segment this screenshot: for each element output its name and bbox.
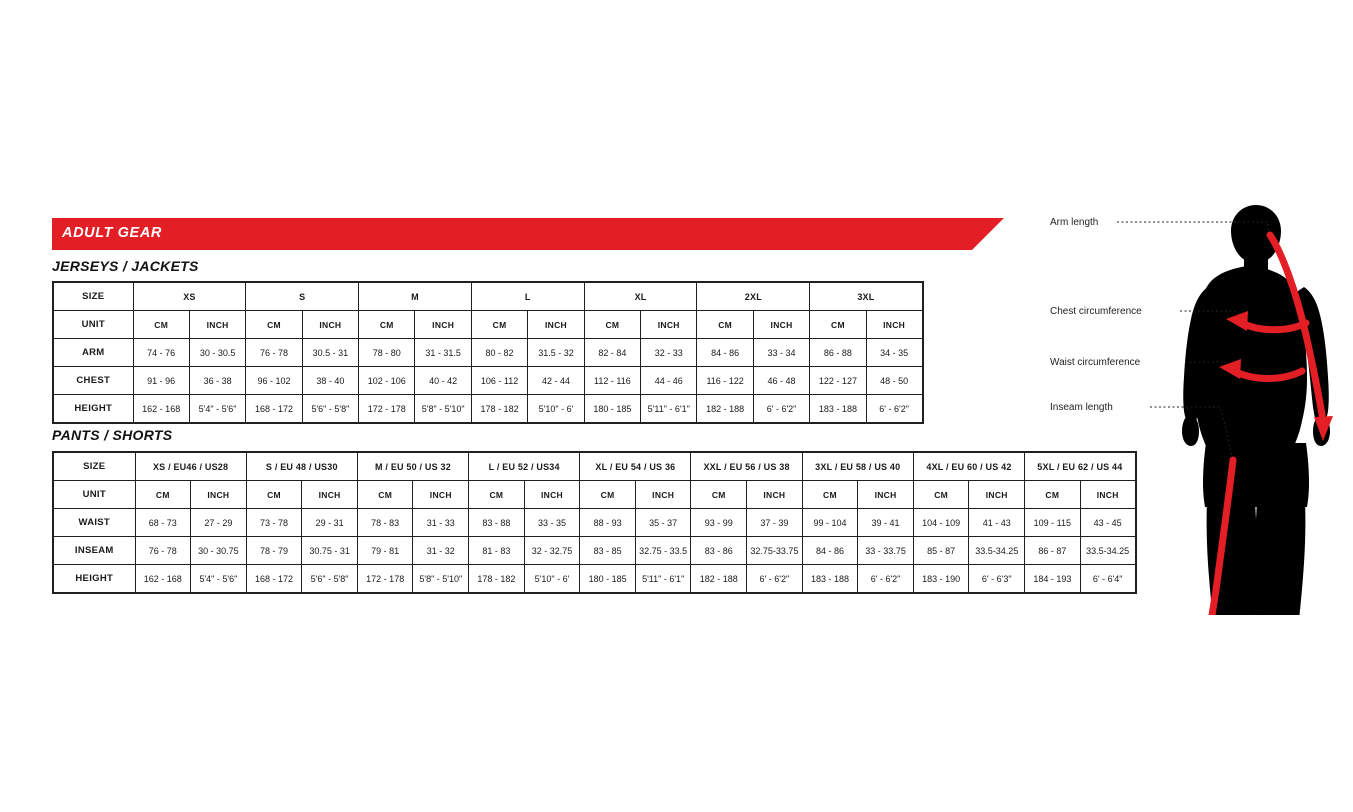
- banner-shape: [52, 218, 1004, 250]
- cell: 46 - 48: [753, 367, 809, 395]
- cell: 30.5 - 31: [302, 339, 358, 367]
- cell: 31 - 31.5: [415, 339, 471, 367]
- cell: 96 - 102: [246, 367, 302, 395]
- cell-unit-inch: INCH: [747, 481, 803, 509]
- row-label-waist: WAIST: [53, 509, 135, 537]
- cell: 40 - 42: [415, 367, 471, 395]
- callout-label-inseam-length: Inseam length: [1050, 402, 1113, 413]
- cell: 76 - 78: [135, 537, 191, 565]
- cell-unit-inch: INCH: [635, 481, 691, 509]
- cell: 5'6" - 5'8": [302, 395, 358, 424]
- cell: 32.75-33.75: [747, 537, 803, 565]
- cell: 48 - 50: [866, 367, 922, 395]
- cell: 182 - 188: [691, 565, 747, 594]
- cell-unit-inch: INCH: [413, 481, 469, 509]
- cell-unit-inch: INCH: [858, 481, 914, 509]
- cell: 112 - 116: [584, 367, 640, 395]
- cell: 183 - 188: [802, 565, 858, 594]
- table-row-unit: [53, 311, 923, 339]
- cell-unit-cm: CM: [357, 481, 413, 509]
- cell: 109 - 115: [1025, 509, 1081, 537]
- cell: 34 - 35: [866, 339, 922, 367]
- cell: 86 - 88: [810, 339, 866, 367]
- cell: 122 - 127: [810, 367, 866, 395]
- cell: 172 - 178: [359, 395, 415, 424]
- cell-size-xl: XL: [584, 282, 697, 311]
- cell: 68 - 73: [135, 509, 191, 537]
- pants-shorts-table: [52, 451, 1137, 594]
- cell: 5'6" - 5'8": [302, 565, 358, 594]
- cell-unit-cm: CM: [697, 311, 753, 339]
- cell: 29 - 31: [302, 509, 358, 537]
- row-label-height: HEIGHT: [53, 395, 133, 424]
- row-label-chest: CHEST: [53, 367, 133, 395]
- cell: 168 - 172: [246, 395, 302, 424]
- cell: 78 - 83: [357, 509, 413, 537]
- cell: 30 - 30.5: [189, 339, 245, 367]
- cell: 76 - 78: [246, 339, 302, 367]
- cell-size-3xl: 3XL / EU 58 / US 40: [802, 452, 913, 481]
- cell: 33 - 35: [524, 509, 580, 537]
- cell: 33.5-34.25: [1080, 537, 1136, 565]
- cell: 84 - 86: [802, 537, 858, 565]
- cell-size-xs: XS: [133, 282, 246, 311]
- cell: 32 - 33: [641, 339, 697, 367]
- cell: 31 - 32: [413, 537, 469, 565]
- cell: 178 - 182: [471, 395, 527, 424]
- cell: 162 - 168: [133, 395, 189, 424]
- cell: 6' - 6'2": [858, 565, 914, 594]
- cell: 85 - 87: [913, 537, 969, 565]
- cell: 27 - 29: [191, 509, 247, 537]
- cell: 32 - 32.75: [524, 537, 580, 565]
- cell-unit-inch: INCH: [302, 481, 358, 509]
- cell-unit-cm: CM: [135, 481, 191, 509]
- cell: 5'4" - 5'6": [189, 395, 245, 424]
- cell: 43 - 45: [1080, 509, 1136, 537]
- cell-unit-inch: INCH: [641, 311, 697, 339]
- table-row: [53, 339, 923, 367]
- cell: 6' - 6'2": [753, 395, 809, 424]
- cell-unit-cm: CM: [246, 311, 302, 339]
- cell: 5'11" - 6'1": [635, 565, 691, 594]
- cell: 168 - 172: [246, 565, 302, 594]
- cell-size-4xl: 4XL / EU 60 / US 42: [913, 452, 1024, 481]
- cell: 83 - 86: [691, 537, 747, 565]
- cell: 44 - 46: [641, 367, 697, 395]
- cell: 5'10" - 6': [524, 565, 580, 594]
- cell: 5'8" - 5'10": [413, 565, 469, 594]
- table-row-size: [53, 452, 1136, 481]
- cell-unit-inch: INCH: [969, 481, 1025, 509]
- cell-size-m: M / EU 50 / US 32: [357, 452, 468, 481]
- cell: 182 - 188: [697, 395, 753, 424]
- cell: 37 - 39: [747, 509, 803, 537]
- cell-unit-cm: CM: [802, 481, 858, 509]
- cell-unit-cm: CM: [913, 481, 969, 509]
- table-row: [53, 565, 1136, 594]
- body-silhouette: [1182, 205, 1330, 615]
- cell: 78 - 80: [359, 339, 415, 367]
- cell-size-s: S / EU 48 / US30: [246, 452, 357, 481]
- cell: 6' - 6'2": [747, 565, 803, 594]
- banner-label: ADULT GEAR: [62, 225, 162, 241]
- cell-unit-inch: INCH: [189, 311, 245, 339]
- cell-unit-cm: CM: [1025, 481, 1081, 509]
- cell-unit-inch: INCH: [191, 481, 247, 509]
- table-row: [53, 367, 923, 395]
- row-label-inseam: INSEAM: [53, 537, 135, 565]
- cell: 32.75 - 33.5: [635, 537, 691, 565]
- cell: 99 - 104: [802, 509, 858, 537]
- cell: 184 - 193: [1025, 565, 1081, 594]
- cell: 183 - 190: [913, 565, 969, 594]
- section-title-jerseys: JERSEYS / JACKETS: [52, 258, 199, 274]
- cell-unit-cm: CM: [359, 311, 415, 339]
- row-label-height: HEIGHT: [53, 565, 135, 594]
- cell-unit-inch: INCH: [415, 311, 471, 339]
- cell: 31 - 33: [413, 509, 469, 537]
- callout-label-chest-circumference: Chest circumference: [1050, 306, 1142, 317]
- cell: 31.5 - 32: [528, 339, 584, 367]
- adult-gear-banner: [52, 218, 1004, 250]
- cell: 183 - 188: [810, 395, 866, 424]
- cell: 5'10" - 6': [528, 395, 584, 424]
- cell-unit-cm: CM: [469, 481, 525, 509]
- table-row: [53, 395, 923, 424]
- cell-size-5xl: 5XL / EU 62 / US 44: [1025, 452, 1136, 481]
- cell-size-label: SIZE: [53, 282, 133, 311]
- cell-size-s: S: [246, 282, 359, 311]
- cell: 38 - 40: [302, 367, 358, 395]
- cell-unit-cm: CM: [133, 311, 189, 339]
- row-label-arm: ARM: [53, 339, 133, 367]
- table-row: [53, 537, 1136, 565]
- cell-size-l: L: [471, 282, 584, 311]
- cell-unit-inch: INCH: [866, 311, 922, 339]
- cell: 82 - 84: [584, 339, 640, 367]
- cell-unit-label: UNIT: [53, 481, 135, 509]
- cell: 79 - 81: [357, 537, 413, 565]
- cell: 88 - 93: [580, 509, 636, 537]
- cell-unit-inch: INCH: [1080, 481, 1136, 509]
- cell: 80 - 82: [471, 339, 527, 367]
- cell: 78 - 79: [246, 537, 302, 565]
- cell: 33 - 33.75: [858, 537, 914, 565]
- cell-unit-cm: CM: [691, 481, 747, 509]
- measurement-figure: [1020, 195, 1353, 615]
- cell: 102 - 106: [359, 367, 415, 395]
- cell-size-xxl: XXL / EU 56 / US 38: [691, 452, 802, 481]
- cell: 6' - 6'2": [866, 395, 922, 424]
- cell: 93 - 99: [691, 509, 747, 537]
- cell-unit-inch: INCH: [524, 481, 580, 509]
- cell-unit-inch: INCH: [528, 311, 584, 339]
- cell-size-xs: XS / EU46 / US28: [135, 452, 246, 481]
- cell: 39 - 41: [858, 509, 914, 537]
- cell: 162 - 168: [135, 565, 191, 594]
- cell: 6' - 6'3": [969, 565, 1025, 594]
- cell-unit-cm: CM: [810, 311, 866, 339]
- cell: 42 - 44: [528, 367, 584, 395]
- cell: 5'8" - 5'10": [415, 395, 471, 424]
- cell-size-xl: XL / EU 54 / US 36: [580, 452, 691, 481]
- cell: 86 - 87: [1025, 537, 1081, 565]
- cell: 180 - 185: [580, 565, 636, 594]
- cell-size-l: L / EU 52 / US34: [469, 452, 580, 481]
- cell: 81 - 83: [469, 537, 525, 565]
- cell: 33 - 34: [753, 339, 809, 367]
- cell: 41 - 43: [969, 509, 1025, 537]
- cell: 83 - 85: [580, 537, 636, 565]
- cell: 172 - 178: [357, 565, 413, 594]
- cell-size-2xl: 2XL: [697, 282, 810, 311]
- cell: 5'4" - 5'6": [191, 565, 247, 594]
- jerseys-jackets-table: [52, 281, 924, 424]
- cell: 74 - 76: [133, 339, 189, 367]
- cell: 106 - 112: [471, 367, 527, 395]
- callout-label-arm-length: Arm length: [1050, 217, 1099, 228]
- cell: 91 - 96: [133, 367, 189, 395]
- cell: 35 - 37: [635, 509, 691, 537]
- cell: 116 - 122: [697, 367, 753, 395]
- table-row-unit: [53, 481, 1136, 509]
- cell: 180 - 185: [584, 395, 640, 424]
- cell-size-m: M: [359, 282, 472, 311]
- section-title-pants: PANTS / SHORTS: [52, 427, 173, 443]
- cell: 178 - 182: [469, 565, 525, 594]
- cell-unit-inch: INCH: [302, 311, 358, 339]
- cell: 6' - 6'4": [1080, 565, 1136, 594]
- cell: 73 - 78: [246, 509, 302, 537]
- cell: 30 - 30.75: [191, 537, 247, 565]
- cell-unit-inch: INCH: [753, 311, 809, 339]
- cell-unit-cm: CM: [471, 311, 527, 339]
- cell: 84 - 86: [697, 339, 753, 367]
- cell: 30.75 - 31: [302, 537, 358, 565]
- cell: 5'11" - 6'1": [641, 395, 697, 424]
- callout-label-waist-circumference: Waist circumference: [1050, 357, 1141, 368]
- cell-unit-label: UNIT: [53, 311, 133, 339]
- cell: 104 - 109: [913, 509, 969, 537]
- cell: 33.5-34.25: [969, 537, 1025, 565]
- table-row-size: [53, 282, 923, 311]
- cell-unit-cm: CM: [584, 311, 640, 339]
- cell-unit-cm: CM: [246, 481, 302, 509]
- cell-size-label: SIZE: [53, 452, 135, 481]
- table-row: [53, 509, 1136, 537]
- cell-size-3xl: 3XL: [810, 282, 923, 311]
- cell: 83 - 88: [469, 509, 525, 537]
- cell: 36 - 38: [189, 367, 245, 395]
- cell-unit-cm: CM: [580, 481, 636, 509]
